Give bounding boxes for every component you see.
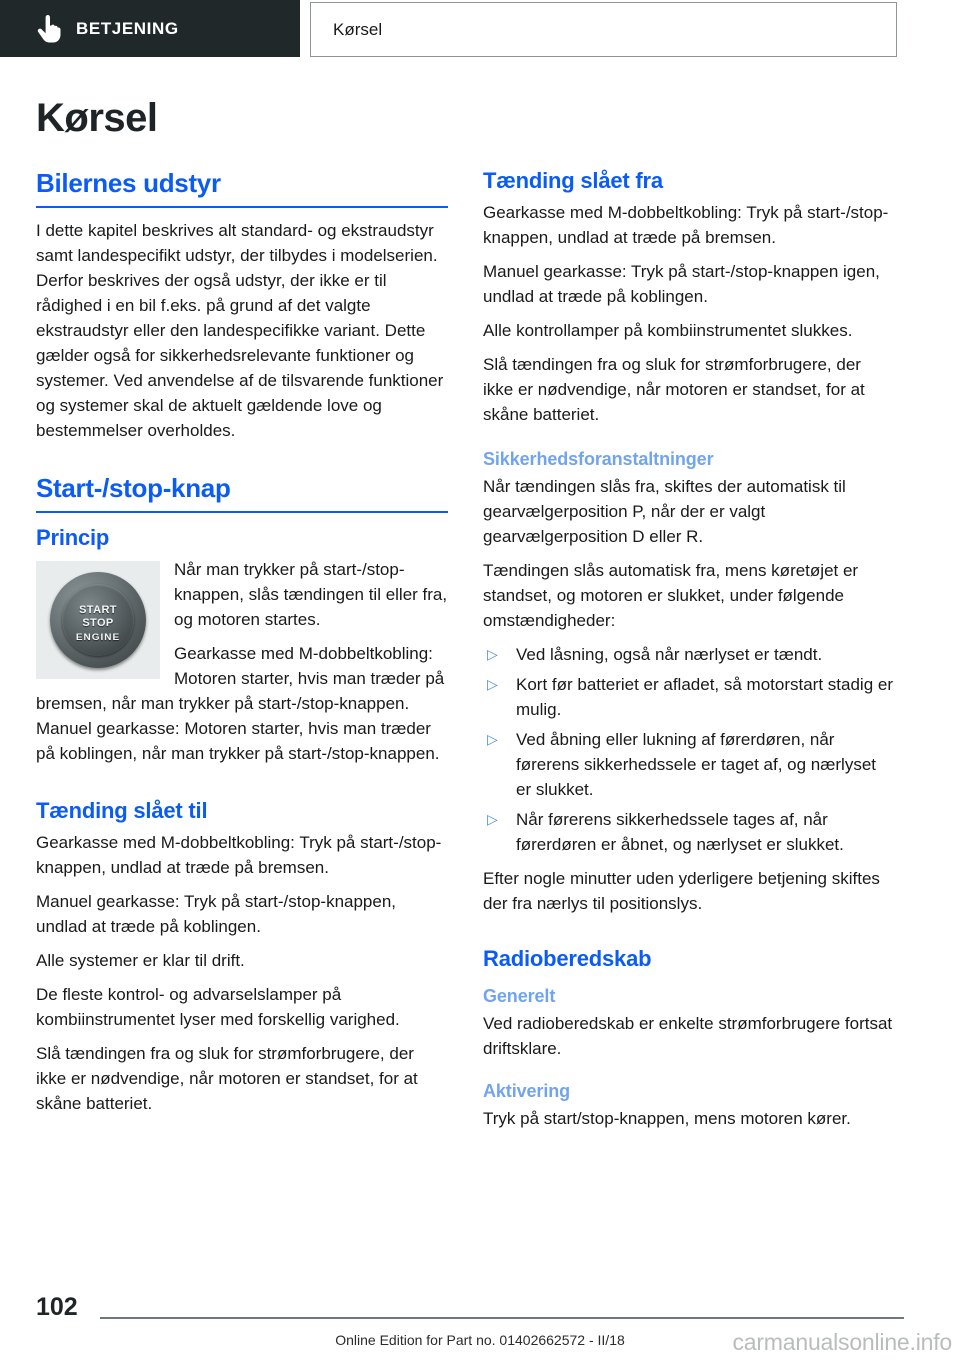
paragraph: I dette kapitel beskrives alt standard- og ekstraudstyr samt landespecifikt udstyr, der tilbydes i modelserien. Derfor beskrives der også udstyr, der ikke er til rådighed i en bil f.eks. på grund af det valgte ekstraudstyr eller den landespecifikke variant. Dette gælder også for sikkerhedsrelevante funktioner og systemer. Ved anvendelse af de tilsvarende funktioner og systemer skal de aktuelt gældende love og bestemmelser overholdes. (36, 221, 444, 440)
triangle-bullet-icon: ▷ (487, 731, 498, 747)
paragraph: Når man trykker på start-/stop-knappen, slås tændingen til eller fra, og motoren startes. (174, 560, 448, 629)
page-title: Kørsel (36, 96, 158, 140)
heading-taending-slaet-til: Tænding slået til (36, 798, 208, 823)
list-item-label: Når førerens sikkerhedssele tages af, når førerdøren er åbnet, og nærlyset er slukket. (516, 810, 844, 854)
list-item (483, 672, 895, 722)
heading-start-stop-knap: Start-/stop-knap (36, 473, 448, 513)
paragraph: Manuel gearkasse: Tryk på start-/stop-knappen, undlad at træde på koblingen. (36, 892, 397, 936)
paragraph: Alle kontrollamper på kombiinstrumentet slukkes. (483, 321, 853, 340)
safety-bullet-list (483, 642, 895, 857)
list-item-label: Kort før batteriet er afladet, så motorstart stadig er mulig. (516, 675, 893, 719)
page-number: 102 (36, 1293, 78, 1321)
right-column (483, 168, 895, 1131)
paragraph: Slå tændingen fra og sluk for strømforbrugere, der ikke er nødvendige, når motoren er standset, for at skåne batteriet. (483, 355, 865, 424)
heading-sikkerhedsforanstaltninger: Sikkerhedsforanstaltninger (483, 449, 714, 469)
paragraph: Tændingen slås automatisk fra, mens køretøjet er standset, og motoren er slukket, under følgende omstændigheder: (483, 561, 859, 630)
button-outer-ring (50, 572, 146, 668)
list-item (483, 727, 895, 802)
page-header (0, 0, 960, 60)
heading-radioberedskab: Radioberedskab (483, 946, 652, 971)
paragraph: De fleste kontrol- og advarselslamper på kombiinstrumentet lyser med forskellig varighed. (36, 985, 400, 1029)
button-inner-face (62, 584, 134, 656)
paragraph: Alle systemer er klar til drift. (36, 951, 245, 970)
paragraph: Efter nogle minutter uden yderligere betjening skiftes der fra nærlys til positionslys. (483, 869, 880, 913)
paragraph: Gearkasse med M-dobbeltkobling: Motoren starter, hvis man træder på bremsen, når man trykker på start-/stop-knappen. (36, 644, 445, 713)
triangle-bullet-icon: ▷ (487, 646, 498, 662)
button-label-stop: STOP (82, 617, 114, 629)
chapter-tab[interactable] (310, 2, 897, 57)
list-item-label: Ved låsning, også når nærlyset er tændt. (516, 645, 823, 664)
paragraph: Når tændingen slås fra, skiftes der automatisk til gearvælgerposition P, når der er valgt gearvælgerposition D eller R. (483, 477, 846, 546)
page-footer (0, 1272, 960, 1362)
paragraph: Manuel gearkasse: Motoren starter, hvis man træder på koblingen, når man trykker på start-/stop-knappen. (36, 719, 440, 763)
button-label-start: START (79, 604, 117, 616)
triangle-bullet-icon: ▷ (487, 811, 498, 827)
pointing-hand-icon (36, 15, 62, 43)
heading-bilernes-udstyr: Bilernes udstyr (36, 168, 448, 208)
heading-princip: Princip (36, 525, 110, 550)
paragraph: Manuel gearkasse: Tryk på start-/stop-knappen igen, undlad at træde på koblingen. (483, 262, 880, 306)
paragraph: Ved radioberedskab er enkelte strømforbrugere fortsat driftsklare. (483, 1014, 893, 1058)
button-label-engine: ENGINE (75, 632, 121, 643)
triangle-bullet-icon: ▷ (487, 676, 498, 692)
list-item-label: Ved åbning eller lukning af førerdøren, når førerens sikkerhedssele er taget af, og nærlyset er slukket. (516, 730, 876, 799)
footer-divider (100, 1317, 904, 1319)
chapter-tab-label: Kørsel (333, 19, 383, 39)
footer-edition-note: Online Edition for Part no. 01402662572 - II/18 (335, 1332, 625, 1348)
paragraph: Gearkasse med M-dobbeltkobling: Tryk på start-/stop-knappen, undlad at træde på bremsen. (36, 833, 442, 877)
left-column (36, 168, 448, 1116)
section-tab-label: BETJENING (76, 18, 179, 38)
list-item (483, 642, 895, 667)
section-tab-betjening[interactable] (0, 0, 300, 57)
list-item (483, 807, 895, 857)
watermark: carmanualsonline.info (732, 1329, 952, 1355)
paragraph: Slå tændingen fra og sluk for strømforbrugere, der ikke er nødvendige, når motoren er standset, for at skåne batteriet. (36, 1044, 418, 1113)
paragraph: Gearkasse med M-dobbeltkobling: Tryk på start-/stop-knappen, undlad at træde på bremsen. (483, 203, 889, 247)
paragraph: Tryk på start/stop-knappen, mens motoren kører. (483, 1109, 851, 1128)
princip-figure-block (36, 557, 448, 716)
heading-generelt: Generelt (483, 986, 556, 1006)
start-stop-engine-button-image (36, 561, 160, 679)
heading-taending-slaet-fra: Tænding slået fra (483, 168, 663, 193)
heading-aktivering: Aktivering (483, 1081, 571, 1101)
